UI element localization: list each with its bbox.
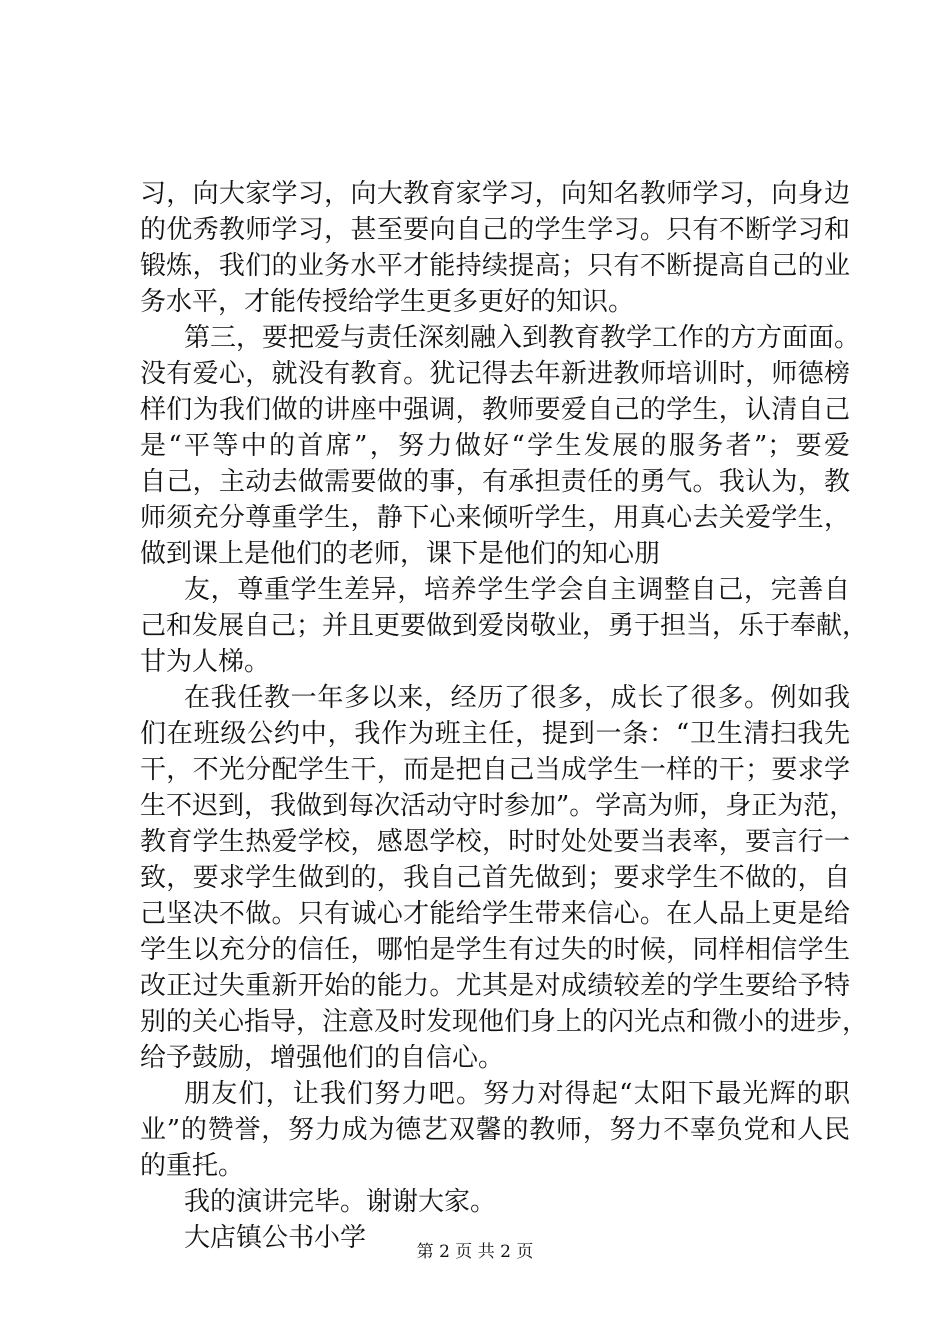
text-line: 做到课上是他们的老师，课下是他们的知心朋 [140,539,661,569]
text-line: 学生以充分的信任，哪怕是学生有过失的时候，同样相信学生 [140,935,850,965]
text-line: 是“平等中的首席”，努力做好“学生发展的服务者”；要爱 [140,431,850,461]
text-line: 己和发展自己；并且更要做到爱岗敬业，勇于担当，乐于奉献， [140,611,869,641]
text-line: 业”的赞誉，努力成为德艺双馨的教师，努力不辜负党和人民 [140,1115,850,1145]
text-line: 的优秀教师学习，甚至要向自己的学生学习。只有不断学习和 [140,215,850,245]
text-line: 师须充分尊重学生，静下心来倾听学生，用真心去关爱学生， [140,503,850,533]
text-line: 第三，要把爱与责任深刻融入到教育教学工作的方方面面。 [184,323,861,353]
page-footer: 第 2 页 共 2 页 [416,1242,534,1262]
text-line: 朋友们，让我们努力吧。努力对得起“太阳下最光辉的职 [184,1079,850,1109]
text-line: 干，不光分配学生干，而是把自己当成学生一样的干；要求学 [140,755,850,785]
text-line: 改正过失重新开始的能力。尤其是对成绩较差的学生要给予特 [140,971,850,1001]
text-line: 友，尊重学生差异，培养学生学会自主调整自己，完善自 [184,575,850,605]
text-line: 样们为我们做的讲座中强调，教师要爱自己的学生，认清自己 [140,395,850,425]
text-line: 大店镇公书小学 [184,1223,367,1253]
text-line: 甘为人梯。 [140,647,271,677]
text-line: 给予鼓励，增强他们的自信心。 [140,1043,505,1073]
text-line: 自己，主动去做需要做的事，有承担责任的勇气。我认为，教 [140,467,850,497]
text-line: 没有爱心，就没有教育。犹记得去年新进教师培训时，师德榜 [140,359,850,389]
text-line: 习，向大家学习，向大教育家学习，向知名教师学习，向身边 [140,179,850,209]
text-line: 别的关心指导，注意及时发现他们身上的闪光点和微小的进步， [140,1007,869,1037]
text-line: 致，要求学生做到的，我自己首先做到；要求学生不做的，自 [140,863,850,893]
text-line: 己坚决不做。只有诚心才能给学生带来信心。在人品上更是给 [140,899,850,929]
text-line: 在我任教一年多以来，经历了很多，成长了很多。例如我 [184,683,850,713]
text-line: 生不迟到，我做到每次活动守时参加”。学高为师，身正为范， [140,791,856,821]
text-line: 务水平，才能传授给学生更多更好的知识。 [140,287,635,317]
text-line: 的重托。 [140,1151,245,1181]
speech-body [140,176,869,1256]
text-line: 锻炼，我们的业务水平才能持续提高；只有不断提高自己的业 [140,251,850,281]
text-line: 们在班级公约中，我作为班主任，提到一条：“卫生清扫我先 [140,719,850,749]
text-line: 我的演讲完毕。谢谢大家。 [184,1187,497,1217]
text-line: 教育学生热爱学校，感恩学校，时时处处要当表率，要言行一 [140,827,850,857]
